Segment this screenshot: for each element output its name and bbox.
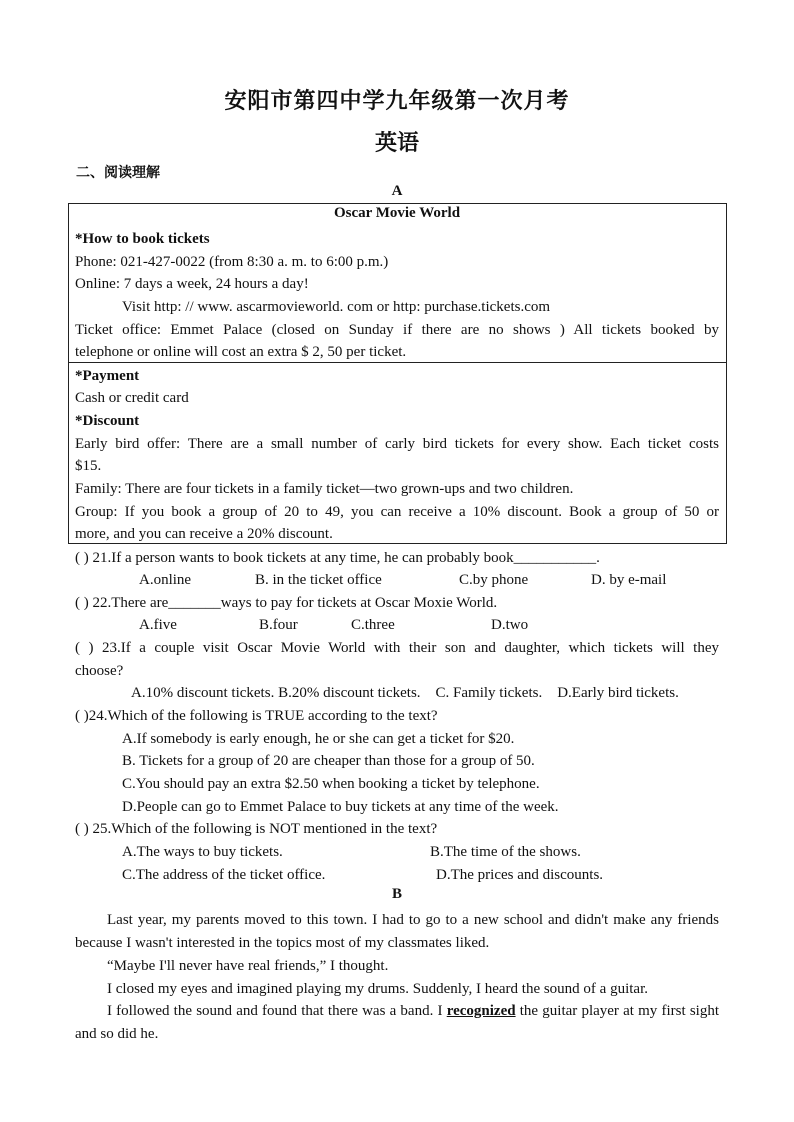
discount-heading: *Discount <box>75 413 140 429</box>
passage-b-paragraph-2: “Maybe I'll never have real friends,” I thought. <box>107 958 389 974</box>
p4-text-after: the guitar player at my first sight and so did he. <box>75 1003 719 1042</box>
q21-option-c: C.by phone <box>459 572 529 588</box>
visit-line: Visit http: // www. ascarmovieworld. com or http: purchase.tickets.com <box>122 299 551 315</box>
passage-b-paragraph-1: Last year, my parents moved to this town. I had to go to a new school and didn't make any friends because I wasn't interested in the topics most of my classmates liked. <box>75 912 719 951</box>
p4-text-before: I followed the sound and found that there was a band. I <box>107 1003 447 1019</box>
payment-line: Cash or credit card <box>75 390 189 406</box>
question-23-line-1: ( ) 23.If a couple visit Oscar Movie World with their son and daughter, which tickets will they <box>75 640 719 656</box>
q24-option-d: D.People can go to Emmet Palace to buy tickets at any time of the week. <box>122 799 559 815</box>
q22-option-c: C.three <box>351 617 395 633</box>
question-21: ( ) 21.If a person wants to book tickets at any time, he can probably book___________. <box>75 550 600 566</box>
q21-option-a: A.online <box>139 572 192 588</box>
q22-option-b: B.four <box>259 617 298 633</box>
q23-options: A.10% discount tickets. B.20% discount tickets. C. Family tickets. D.Early bird tickets. <box>131 685 679 701</box>
q24-option-b: B. Tickets for a group of 20 are cheaper than those for a group of 50. <box>122 753 535 769</box>
passage-a-letter: A <box>391 183 403 199</box>
question-24: ( )24.Which of the following is TRUE according to the text? <box>75 708 438 724</box>
question-23-line-2: choose? <box>75 663 124 679</box>
family-line: Family: There are four tickets in a family ticket—two grown-ups and two children. <box>75 481 574 497</box>
how-to-book-heading: *How to book tickets <box>75 231 210 247</box>
question-22: ( ) 22.There are_______ways to pay for tickets at Oscar Moxie World. <box>75 595 498 611</box>
q24-option-c: C.You should pay an extra $2.50 when booking a ticket by telephone. <box>122 776 540 792</box>
q21-option-d: D. by e-mail <box>591 572 667 588</box>
subject-title: 英语 <box>374 131 419 156</box>
passage-b-paragraph-4 <box>75 1000 719 1046</box>
group-line-1: Group: If you book a group of 20 to 49, you can receive a 10% discount. Book a group of 50 or <box>75 504 719 520</box>
keyword-recognized: recognized <box>446 1003 516 1019</box>
q25-option-b: B.The time of the shows. <box>430 844 581 860</box>
q25-option-d: D.The prices and discounts. <box>436 867 604 883</box>
early-bird-line-2: $15. <box>75 458 102 474</box>
payment-heading: *Payment <box>75 368 140 384</box>
phone-line: Phone: 021-427-0022 (from 8:30 a. m. to 6:00 p.m.) <box>75 254 389 270</box>
early-bird-line-1: Early bird offer: There are a small number of carly bird tickets for every show. Each ticket costs <box>75 436 719 452</box>
ticket-office-line-1: Ticket office: Emmet Palace (closed on Sunday if there are no shows ) All tickets booked by <box>75 322 719 338</box>
exam-title: 安阳市第四中学九年级第一次月考 <box>224 89 570 114</box>
passage-b-letter: B <box>391 886 402 902</box>
q22-option-a: A.five <box>139 617 177 633</box>
online-line: Online: 7 days a week, 24 hours a day! <box>75 276 309 292</box>
q25-option-c: C.The address of the ticket office. <box>122 867 326 883</box>
box-title: Oscar Movie World <box>333 205 461 221</box>
ticket-office-line-2: telephone or online will cost an extra $ 2, 50 per ticket. <box>75 344 407 360</box>
section-heading: 二、阅读理解 <box>76 165 160 181</box>
q22-option-d: D.two <box>491 617 529 633</box>
q25-option-a: A.The ways to buy tickets. <box>122 844 283 860</box>
passage-b-paragraph-3: I closed my eyes and imagined playing my drums. Suddenly, I heard the sound of a guitar. <box>107 981 648 997</box>
question-25: ( ) 25.Which of the following is NOT mentioned in the text? <box>75 821 438 837</box>
q21-option-b: B. in the ticket office <box>255 572 382 588</box>
q24-option-a: A.If somebody is early enough, he or she can get a ticket for $20. <box>122 731 515 747</box>
group-line-2: more, and you can receive a 20% discount. <box>75 526 333 542</box>
